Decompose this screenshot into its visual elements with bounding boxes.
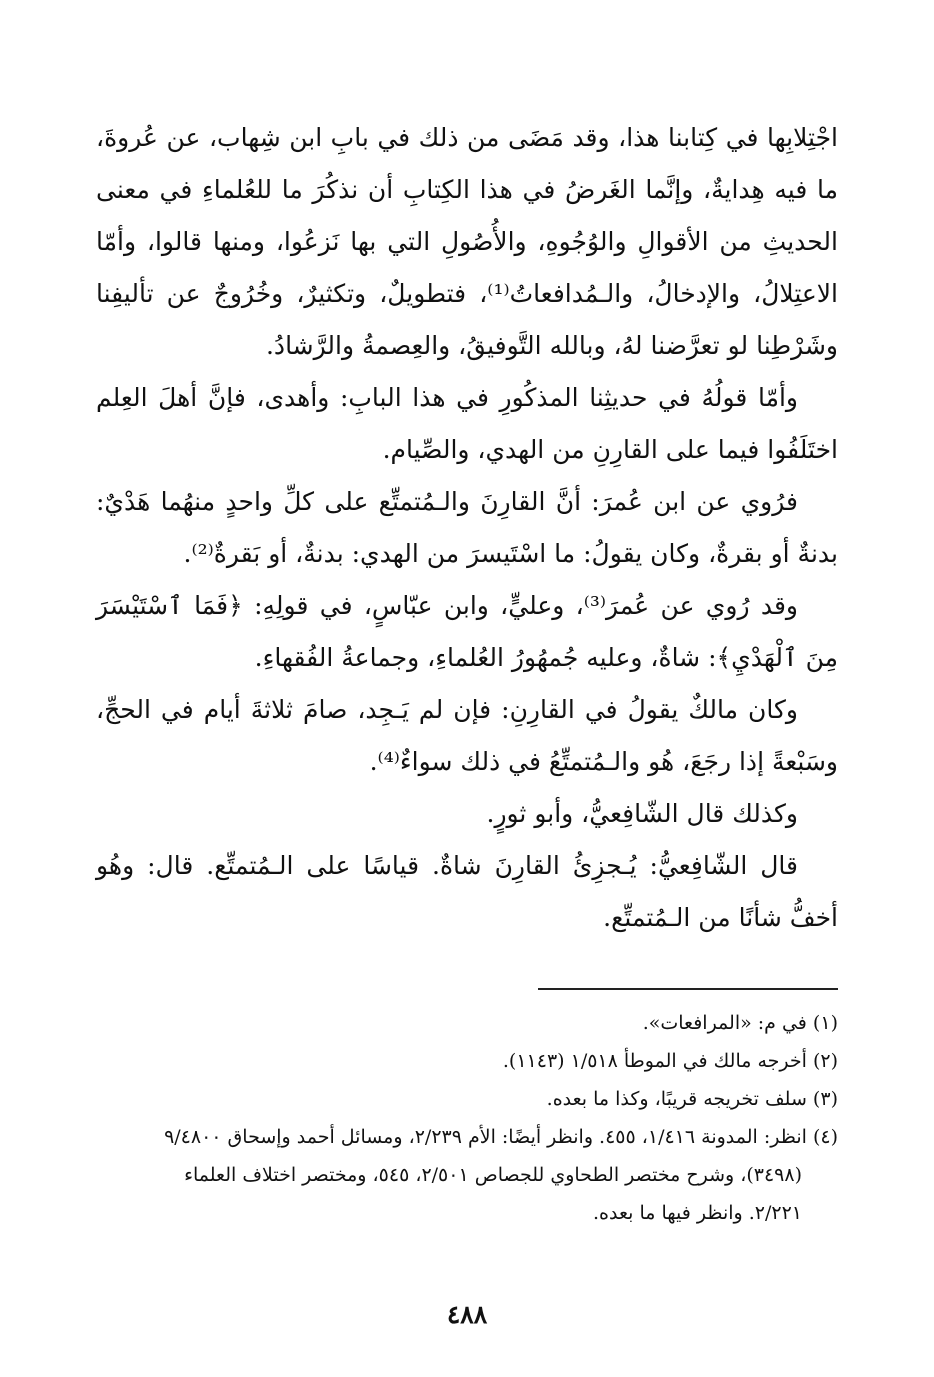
footnote-1: (١) في م: «المرافعات». <box>642 1012 838 1034</box>
paragraph-6: وكذلك قال الشّافِعيُّ، وأبو ثورٍ. <box>486 799 798 828</box>
footnote-3: (٣) سلف تخريجه قريبًا، وكذا ما بعده. <box>546 1088 838 1110</box>
paragraph-5: وكان مالكٌ يقولُ في القارِنِ: فإن لم يَـجِد، صامَ ثلاثةَ أيام في الحجِّ، وسَبْعةً إذا رجَعَ، هُو والـمُتمتِّعُ في ذلك سواءٌ⁽⁴⁾. <box>96 695 838 776</box>
footnote-4: (٤) انظر: المدونة ١/٤١٦، ٤٥٥. وانظر أيضًا: الأم ٢/٢٣٩، ومسائل أحمد وإسحاق ٩/٤٨٠٠ <box>164 1126 838 1148</box>
footnote-2: (٢) أخرجه مالك في الموطأ ١/٥١٨ (١١٤٣). <box>502 1050 838 1072</box>
footnote-divider <box>538 988 838 990</box>
paragraph-1: اجْتِلابِها في كِتابنا هذا، وقد مَضَى من ذلك في بابِ ابن شِهاب، عن عُروةَ، ما فيه هِدايةٌ، وإنَّما الغَرضُ في هذا الكِتابِ أن نذكُرَ ما للعُلماءِ في معنى الحديثِ من الأقوالِ والوُجُوهِ، والأُصُولِ التي بها نَزعُوا، ومنها قالوا، وأمّا الاعتِلالُ، والإدخالُ، والـمُدافعاتُ⁽¹⁾، فتطويلٌ، وتكثيرٌ، وخُرُوجٌ عن تأليفِنا وشَرْطِنا لو تعرَّضنا لهُ، وبالله التَّوفيقُ، والعِصمةُ والرَّشادُ. <box>96 123 838 360</box>
paragraph-2: وأمّا قولُهُ في حديثِنا المذكُورِ في هذا البابِ: وأهدى، فإنَّ أهلَ العِلم اختَلَفُوا فيما على القارِنِ من الهدي، والصِّيام. <box>96 383 838 464</box>
paragraph-7: قال الشّافِعيُّ: يُـجزِئُ القارِنَ شاةٌ. قياسًا على الـمُتمتِّع. قال: وهُو أخفُّ شأنًا من الـمُتمتِّع. <box>96 851 838 932</box>
footnote-4-continuation: (٣٤٩٨)، وشرح مختصر الطحاوي للجصاص ٢/٥٠١، ٥٤٥، ومختصر اختلاف العلماء <box>184 1164 802 1186</box>
page-content <box>96 112 838 1232</box>
body-text <box>96 112 838 944</box>
footnote-4-continuation-2: ٢/٢٢١. وانظر فيها ما بعده. <box>593 1202 802 1224</box>
footnotes <box>96 1004 838 1232</box>
page-number: ٤٨٨ <box>446 1300 488 1329</box>
paragraph-3: فرُوي عن ابن عُمرَ: أنَّ القارِنَ والـمُتمتِّع على كلِّ واحدٍ منهُما هَدْيٌ: بدنةٌ أو بقرةٌ، وكان يقولُ: ما اسْتَيسرَ من الهدي: بدنةٌ، أو بَقرةٌ⁽²⁾. <box>96 487 838 568</box>
paragraph-4: وقد رُوي عن عُمرَ⁽³⁾، وعليٍّ، وابن عبّاسٍ، في قولِهِ: ﴿فَمَا ٱسْتَيْسَرَ مِنَ ٱلْهَدْيِ﴾: شاةٌ، وعليه جُمهُورُ العُلماءِ، وجماعةُ الفُقهاءِ. <box>96 591 838 672</box>
